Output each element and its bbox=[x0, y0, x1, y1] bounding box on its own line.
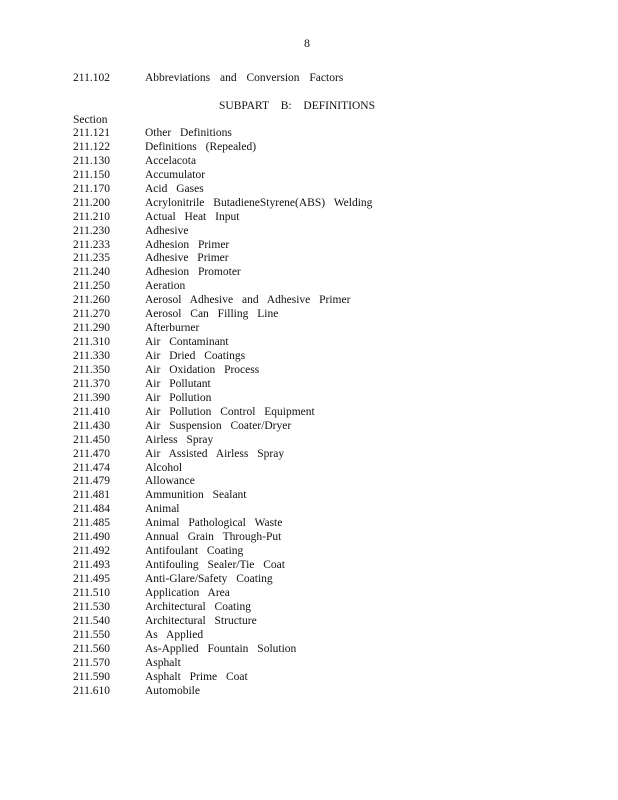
list-item bbox=[73, 587, 593, 601]
section-number: 211.121 bbox=[73, 127, 110, 139]
list-item bbox=[73, 211, 593, 225]
list-item bbox=[73, 448, 593, 462]
section-title: Alcohol bbox=[145, 461, 183, 474]
section-number: 211.484 bbox=[73, 503, 110, 516]
list-item bbox=[73, 434, 593, 448]
section-number: 211.474 bbox=[73, 461, 110, 474]
list-item bbox=[73, 629, 593, 643]
section-title: Definitions (Repealed) bbox=[145, 140, 257, 153]
section-number: 211.530 bbox=[73, 600, 110, 613]
section-number: 211.492 bbox=[73, 545, 110, 558]
section-number: 211.130 bbox=[73, 154, 110, 167]
list-item bbox=[73, 197, 593, 211]
list-item bbox=[73, 336, 593, 350]
list-item bbox=[73, 531, 593, 545]
list-item bbox=[73, 294, 593, 308]
section-title: Automobile bbox=[145, 684, 200, 697]
section-title: Allowance bbox=[145, 475, 195, 488]
list-item bbox=[73, 462, 593, 476]
section-title: Air Oxidation Process bbox=[145, 363, 260, 376]
section-title: Asphalt Prime Coat bbox=[145, 670, 248, 683]
page-number: 8 bbox=[304, 36, 310, 50]
section-title: Actual Heat Input bbox=[145, 210, 240, 223]
subpart-heading: SUBPART B: DEFINITIONS bbox=[219, 100, 375, 112]
list-item bbox=[73, 322, 593, 336]
section-title: Architectural Coating bbox=[145, 600, 251, 613]
section-number: 211.210 bbox=[73, 210, 110, 223]
list-item bbox=[73, 503, 593, 517]
section-number: 211.550 bbox=[73, 628, 110, 641]
list-item bbox=[73, 225, 593, 239]
section-number: 211.200 bbox=[73, 196, 110, 209]
list-item bbox=[73, 489, 593, 503]
definitions-list bbox=[73, 127, 593, 698]
section-number: 211.495 bbox=[73, 573, 110, 585]
list-item bbox=[73, 266, 593, 280]
list-item bbox=[73, 685, 593, 699]
section-title: Accelacota bbox=[145, 154, 197, 167]
section-number: 211.430 bbox=[73, 419, 110, 432]
section-number: 211.330 bbox=[73, 350, 110, 362]
section-column-label: Section bbox=[73, 114, 108, 126]
section-number: 211.370 bbox=[73, 377, 110, 390]
list-item bbox=[73, 671, 593, 685]
section-number: 211.260 bbox=[73, 294, 110, 307]
list-item bbox=[73, 169, 593, 183]
section-number: 211.230 bbox=[73, 224, 110, 237]
section-title: Anti-Glare/Safety Coating bbox=[145, 573, 273, 585]
list-item bbox=[73, 475, 593, 489]
list-item bbox=[73, 517, 593, 531]
section-title: Air Assisted Airless Spray bbox=[145, 447, 285, 460]
section-number: 211.590 bbox=[73, 670, 110, 683]
list-item bbox=[73, 183, 593, 197]
section-title: Antifoulant Coating bbox=[145, 545, 244, 558]
section-title: As Applied bbox=[145, 628, 204, 641]
section-number: 211.150 bbox=[73, 168, 110, 181]
section-title: Acid Gases bbox=[145, 182, 204, 195]
section-title: Architectural Structure bbox=[145, 614, 257, 627]
list-item bbox=[73, 141, 593, 155]
section-number: 211.493 bbox=[73, 559, 110, 572]
list-item bbox=[73, 615, 593, 629]
section-number: 211.240 bbox=[73, 266, 110, 279]
section-title: Air Pollutant bbox=[145, 377, 211, 390]
list-item bbox=[73, 308, 593, 322]
section-number: 211.481 bbox=[73, 489, 110, 502]
section-title: Abbreviations and Conversion Factors bbox=[145, 72, 344, 84]
list-item bbox=[73, 280, 593, 294]
section-title: Animal bbox=[145, 503, 180, 516]
section-number: 211.485 bbox=[73, 517, 110, 530]
list-item bbox=[73, 378, 593, 392]
list-item bbox=[73, 657, 593, 671]
section-number: 211.170 bbox=[73, 182, 110, 195]
section-title: Asphalt bbox=[145, 656, 181, 669]
section-title: Other Definitions bbox=[145, 127, 232, 139]
section-title: Adhesion Primer bbox=[145, 238, 230, 251]
section-number: 211.450 bbox=[73, 433, 110, 446]
section-number: 211.540 bbox=[73, 614, 110, 627]
section-title: As-Applied Fountain Solution bbox=[145, 642, 297, 655]
section-title: Aerosol Can Filling Line bbox=[145, 308, 279, 321]
list-item bbox=[73, 601, 593, 615]
list-item bbox=[73, 239, 593, 253]
list-item bbox=[73, 420, 593, 434]
section-title: Ammunition Sealant bbox=[145, 489, 247, 502]
section-number: 211.310 bbox=[73, 336, 110, 349]
intro-row bbox=[73, 71, 343, 85]
section-title: Afterburner bbox=[145, 322, 200, 335]
section-number: 211.270 bbox=[73, 308, 110, 321]
section-title: Animal Pathological Waste bbox=[145, 517, 283, 530]
section-title: Air Suspension Coater/Dryer bbox=[145, 419, 292, 432]
section-number: 211.290 bbox=[73, 322, 110, 335]
section-title: Aerosol Adhesive and Adhesive Primer bbox=[145, 294, 351, 307]
section-number: 211.102 bbox=[73, 72, 110, 84]
list-item bbox=[73, 127, 593, 141]
list-item bbox=[73, 392, 593, 406]
list-item bbox=[73, 364, 593, 378]
section-number: 211.350 bbox=[73, 363, 110, 376]
section-title: Application Area bbox=[145, 586, 230, 599]
section-title: Adhesive bbox=[145, 224, 189, 237]
section-number: 211.235 bbox=[73, 252, 110, 265]
section-title: Air Pollution bbox=[145, 391, 212, 404]
section-title: Air Contaminant bbox=[145, 336, 229, 349]
list-item bbox=[73, 406, 593, 420]
section-number: 211.410 bbox=[73, 405, 110, 418]
section-title: Airless Spray bbox=[145, 433, 214, 446]
section-number: 211.490 bbox=[73, 531, 110, 544]
section-title: Antifouling Sealer/Tie Coat bbox=[145, 559, 285, 572]
section-number: 211.510 bbox=[73, 586, 110, 599]
section-title: Air Pollution Control Equipment bbox=[145, 405, 315, 418]
section-title: Adhesive Primer bbox=[145, 252, 229, 265]
section-number: 211.470 bbox=[73, 447, 110, 460]
section-number: 211.122 bbox=[73, 140, 110, 153]
section-title: Adhesion Promoter bbox=[145, 266, 241, 279]
section-number: 211.390 bbox=[73, 391, 110, 404]
section-title: Accumulator bbox=[145, 168, 206, 181]
section-number: 211.560 bbox=[73, 642, 110, 655]
section-title: Acrylonitrile ButadieneStyrene(ABS) Welding bbox=[145, 196, 373, 209]
list-item bbox=[73, 545, 593, 559]
list-item bbox=[73, 559, 593, 573]
list-item bbox=[73, 155, 593, 169]
list-item bbox=[73, 573, 593, 587]
section-title: Annual Grain Through-Put bbox=[145, 531, 282, 544]
section-number: 211.479 bbox=[73, 475, 110, 488]
section-number: 211.233 bbox=[73, 238, 110, 251]
section-title: Air Dried Coatings bbox=[145, 350, 246, 362]
section-title: Aeration bbox=[145, 280, 186, 293]
list-item bbox=[73, 350, 593, 364]
list-item bbox=[73, 252, 593, 266]
list-item bbox=[73, 643, 593, 657]
section-number: 211.570 bbox=[73, 656, 110, 669]
section-number: 211.610 bbox=[73, 684, 110, 697]
section-number: 211.250 bbox=[73, 280, 110, 293]
